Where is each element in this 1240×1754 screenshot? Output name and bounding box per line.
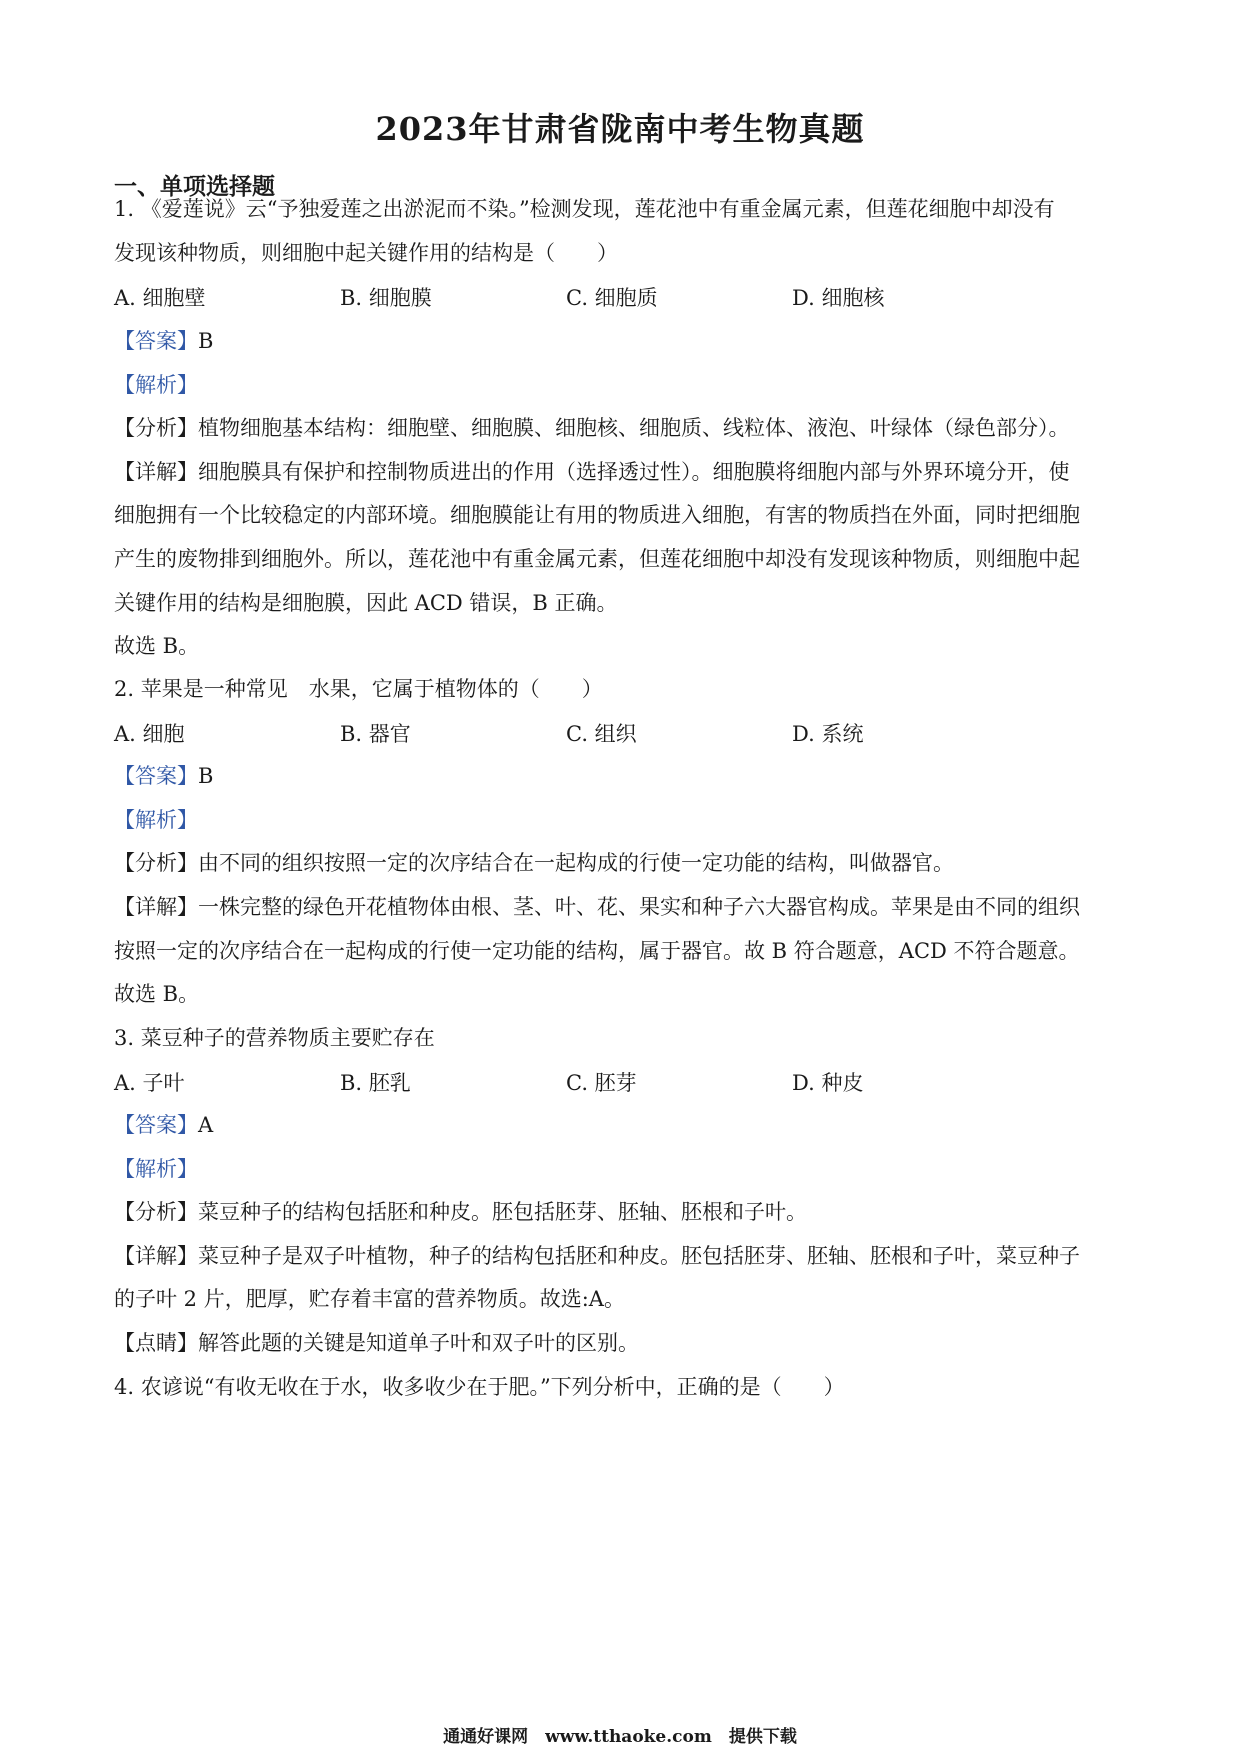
xiangjie-text: 菜豆种子是双子叶植物，种子的结构包括胚和种皮。胚包括胚芽、胚轴、胚根和子叶，菜豆种子 (198, 1244, 1080, 1268)
q2-fenxi (114, 848, 1134, 878)
dianjing-tag: 【点睛】 (114, 1331, 198, 1355)
q2-option-d: D. 系统 (792, 722, 864, 746)
jiexi-tag: 【解析】 (114, 373, 198, 397)
section-heading: 一、单项选择题 (114, 173, 275, 200)
q2-jiexi (114, 805, 1134, 835)
answer-tag: 【答案】 (114, 764, 198, 788)
q2-xiangjie-line-1 (114, 892, 1134, 922)
q3-xiangjie-line-2: 的子叶 2 片，肥厚，贮存着丰富的营养物质。故选:A。 (114, 1287, 625, 1311)
answer-value: A (198, 1113, 214, 1137)
q4-stem: 4. 农谚说“有收无收在于水，收多收少在于肥。”下列分析中，正确的是（ ） (114, 1375, 845, 1399)
q2-conclusion: 故选 B。 (114, 982, 200, 1006)
q2-option-a: A. 细胞 (114, 722, 185, 746)
fenxi-tag: 【分析】 (114, 1200, 198, 1224)
xiangjie-text: 一株完整的绿色开花植物体由根、茎、叶、花、果实和种子六大器官构成。苹果是由不同的组织 (198, 895, 1080, 919)
jiexi-tag: 【解析】 (114, 1157, 198, 1181)
q3-option-d: D. 种皮 (792, 1071, 864, 1095)
answer-value: B (198, 764, 214, 788)
fenxi-text: 植物细胞基本结构：细胞壁、细胞膜、细胞核、细胞质、线粒体、液泡、叶绿体（绿色部分）。 (198, 416, 1070, 440)
q3-option-a: A. 子叶 (114, 1071, 185, 1095)
xiangjie-tag: 【详解】 (114, 895, 198, 919)
q3-dianjing (114, 1328, 1134, 1358)
answer-tag: 【答案】 (114, 1113, 198, 1137)
q3-xiangjie-line-1 (114, 1241, 1134, 1271)
answer-value: B (198, 329, 214, 353)
q2-option-b: B. 器官 (340, 722, 411, 746)
q2-option-c: C. 组织 (566, 722, 637, 746)
fenxi-text: 由不同的组织按照一定的次序结合在一起构成的行使一定功能的结构，叫做器官。 (198, 851, 954, 875)
xiangjie-tag: 【详解】 (114, 460, 198, 484)
q1-xiangjie-line-3: 产生的废物排到细胞外。所以，莲花池中有重金属元素，但莲花细胞中却没有发现该种物质，则细胞中起 (114, 547, 1080, 571)
fenxi-tag: 【分析】 (114, 416, 198, 440)
page-title: 2023年甘肃省陇南中考生物真题 (375, 110, 865, 148)
q3-option-b: B. 胚乳 (340, 1071, 411, 1095)
q1-conclusion: 故选 B。 (114, 634, 200, 658)
q1-stem-line-1: 1. 《爱莲说》云“予独爱莲之出淤泥而不染。”检测发现，莲花池中有重金属元素，但莲花细胞中却没有 (114, 197, 1055, 221)
q3-option-c: C. 胚芽 (566, 1071, 637, 1095)
q3-fenxi (114, 1197, 1134, 1227)
q2-xiangjie-line-2: 按照一定的次序结合在一起构成的行使一定功能的结构，属于器官。故 B 符合题意，ACD 不符合题意。 (114, 939, 1080, 963)
q1-fenxi (114, 413, 1134, 443)
fenxi-tag: 【分析】 (114, 851, 198, 875)
q1-stem-line-2: 发现该种物质，则细胞中起关键作用的结构是（ ） (114, 241, 618, 265)
q1-option-a: A. 细胞壁 (114, 286, 206, 310)
q1-xiangjie-line-4: 关键作用的结构是细胞膜，因此 ACD 错误，B 正确。 (114, 591, 618, 615)
q1-xiangjie-line-2: 细胞拥有一个比较稳定的内部环境。细胞膜能让有用的物质进入细胞，有害的物质挡在外面，同时把细胞 (114, 503, 1080, 527)
q3-answer (114, 1110, 1134, 1140)
q3-stem: 3. 菜豆种子的营养物质主要贮存在 (114, 1026, 435, 1050)
xiangjie-tag: 【详解】 (114, 1244, 198, 1268)
q2-stem: 2. 苹果是一种常见 水果，它属于植物体的（ ） (114, 677, 603, 701)
q1-option-d: D. 细胞核 (792, 286, 885, 310)
dianjing-text: 解答此题的关键是知道单子叶和双子叶的区别。 (198, 1331, 639, 1355)
q1-answer (114, 326, 1134, 356)
q1-xiangjie-line-1 (114, 457, 1134, 487)
jiexi-tag: 【解析】 (114, 808, 198, 832)
q1-jiexi (114, 370, 1134, 400)
fenxi-text: 菜豆种子的结构包括胚和种皮。胚包括胚芽、胚轴、胚根和子叶。 (198, 1200, 807, 1224)
q3-jiexi (114, 1154, 1134, 1184)
q2-answer (114, 761, 1134, 791)
q1-option-b: B. 细胞膜 (340, 286, 432, 310)
footer-watermark: 通通好课网 www.tthaoke.com 提供下载 (443, 1727, 797, 1747)
answer-tag: 【答案】 (114, 329, 198, 353)
q1-option-c: C. 细胞质 (566, 286, 658, 310)
xiangjie-text: 细胞膜具有保护和控制物质进出的作用（选择透过性）。细胞膜将细胞内部与外界环境分开，使 (198, 460, 1070, 484)
